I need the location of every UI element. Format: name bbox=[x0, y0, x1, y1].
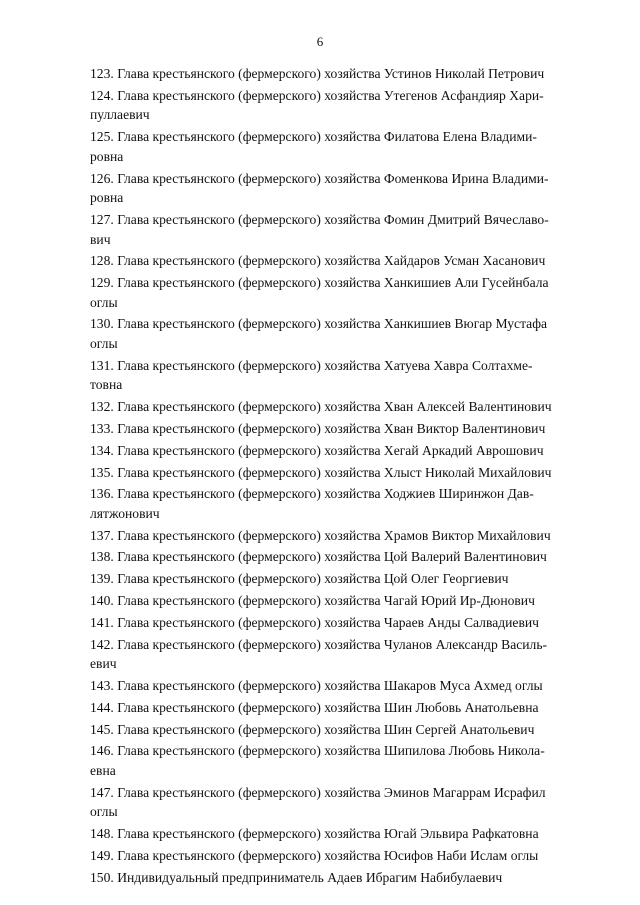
list-item bbox=[90, 441, 610, 461]
list-item bbox=[90, 783, 610, 822]
list-item bbox=[90, 720, 610, 740]
list-item bbox=[90, 314, 610, 353]
entry-line: 149. Глава крестьянского (фермерского) хозяйства Юсифов Наби Ислам оглы bbox=[90, 847, 539, 863]
entry-line: 143. Глава крестьянского (фермерского) хозяйства Шакаров Муса Ахмед оглы bbox=[90, 677, 543, 693]
list-item bbox=[90, 824, 610, 844]
list-item bbox=[90, 210, 610, 249]
page-number: 6 bbox=[316, 34, 324, 49]
entry-line: 124. Глава крестьянского (фермерского) хозяйства Утегенов Асфандияр Хари- bbox=[90, 87, 544, 103]
list-item bbox=[90, 64, 610, 84]
entry-line-continuation: вич bbox=[90, 231, 111, 247]
entry-line: 141. Глава крестьянского (фермерского) хозяйства Чараев Анды Салвадиевич bbox=[90, 614, 539, 630]
entry-line: 150. Индивидуальный предприниматель Адаев Ибрагим Набибулаевич bbox=[90, 869, 503, 885]
entry-line: 132. Глава крестьянского (фермерского) хозяйства Хван Алексей Валентинович bbox=[90, 399, 552, 415]
entry-line: 135. Глава крестьянского (фермерского) хозяйства Хлыст Николай Михайлович bbox=[90, 464, 552, 480]
entry-line: 145. Глава крестьянского (фермерского) хозяйства Шин Сергей Анатольевич bbox=[90, 721, 535, 737]
list-item bbox=[90, 635, 610, 674]
entry-line-continuation: лятжонович bbox=[90, 505, 160, 521]
list-item bbox=[90, 127, 610, 166]
entry-line: 147. Глава крестьянского (фермерского) хозяйства Эминов Магаррам Исрафил bbox=[90, 784, 546, 800]
entry-line-continuation: ровна bbox=[90, 190, 124, 206]
entry-line: 127. Глава крестьянского (фермерского) хозяйства Фомин Дмитрий Вячеславо- bbox=[90, 211, 549, 227]
list-item bbox=[90, 419, 610, 439]
list-item bbox=[90, 356, 610, 395]
list-item bbox=[90, 613, 610, 633]
list-item bbox=[90, 698, 610, 718]
list-item bbox=[90, 484, 610, 523]
entry-line-continuation: ровна bbox=[90, 148, 124, 164]
entry-line-continuation: оглы bbox=[90, 804, 118, 820]
list-item bbox=[90, 676, 610, 696]
entry-line-continuation: оглы bbox=[90, 336, 118, 352]
entry-line: 144. Глава крестьянского (фермерского) хозяйства Шин Любовь Анатольевна bbox=[90, 699, 539, 715]
entry-line: 123. Глава крестьянского (фермерского) хозяйства Устинов Николай Петрович bbox=[90, 66, 545, 81]
entry-line: 126. Глава крестьянского (фермерского) хозяйства Фоменкова Ирина Владими- bbox=[90, 170, 549, 186]
entry-line: 130. Глава крестьянского (фермерского) хозяйства Ханкишиев Вюгар Мустафа bbox=[90, 316, 548, 332]
entry-line-continuation: пуллаевич bbox=[90, 107, 150, 123]
entry-line-continuation: товна bbox=[90, 377, 123, 393]
list-item bbox=[90, 463, 610, 483]
list-item bbox=[90, 86, 610, 125]
entry-line: 131. Глава крестьянского (фермерского) хозяйства Хатуева Хавра Солтахме- bbox=[90, 357, 533, 373]
entry-line: 148. Глава крестьянского (фермерского) хозяйства Югай Эльвира Рафкатовна bbox=[90, 826, 539, 842]
entry-line: 129. Глава крестьянского (фермерского) хозяйства Ханкишиев Али Гусейнбала bbox=[90, 275, 549, 291]
entry-line: 134. Глава крестьянского (фермерского) хозяйства Хегай Аркадий Аврошович bbox=[90, 442, 544, 458]
list-item bbox=[90, 868, 610, 888]
entry-line: 140. Глава крестьянского (фермерского) хозяйства Чагай Юрий Ир-Дюнович bbox=[90, 593, 535, 609]
list-item bbox=[90, 169, 610, 208]
entry-line: 128. Глава крестьянского (фермерского) хозяйства Хайдаров Усман Хасанович bbox=[90, 253, 546, 269]
list-item bbox=[90, 526, 610, 546]
entry-line: 136. Глава крестьянского (фермерского) хозяйства Ходжиев Ширинжон Дав- bbox=[90, 486, 534, 502]
entry-list bbox=[90, 64, 610, 889]
entry-line-continuation: евна bbox=[90, 762, 116, 778]
entry-line: 125. Глава крестьянского (фермерского) хозяйства Филатова Елена Владими- bbox=[90, 129, 537, 145]
entry-line: 137. Глава крестьянского (фермерского) хозяйства Храмов Виктор Михайлович bbox=[90, 527, 551, 543]
list-item bbox=[90, 251, 610, 271]
entry-line: 146. Глава крестьянского (фермерского) хозяйства Шипилова Любовь Никола- bbox=[90, 743, 545, 759]
list-item bbox=[90, 569, 610, 589]
list-item bbox=[90, 846, 610, 866]
entry-line: 142. Глава крестьянского (фермерского) хозяйства Чуланов Александр Василь- bbox=[90, 636, 548, 652]
entry-line-continuation: евич bbox=[90, 656, 117, 672]
entry-line-continuation: оглы bbox=[90, 294, 118, 310]
entry-line: 139. Глава крестьянского (фермерского) хозяйства Цой Олег Георгиевич bbox=[90, 571, 509, 587]
list-item bbox=[90, 547, 610, 567]
entry-line: 138. Глава крестьянского (фермерского) хозяйства Цой Валерий Валентинович bbox=[90, 549, 547, 565]
list-item bbox=[90, 741, 610, 780]
list-item bbox=[90, 397, 610, 417]
entry-line: 133. Глава крестьянского (фермерского) хозяйства Хван Виктор Валентинович bbox=[90, 420, 546, 436]
list-item bbox=[90, 591, 610, 611]
list-item bbox=[90, 273, 610, 312]
